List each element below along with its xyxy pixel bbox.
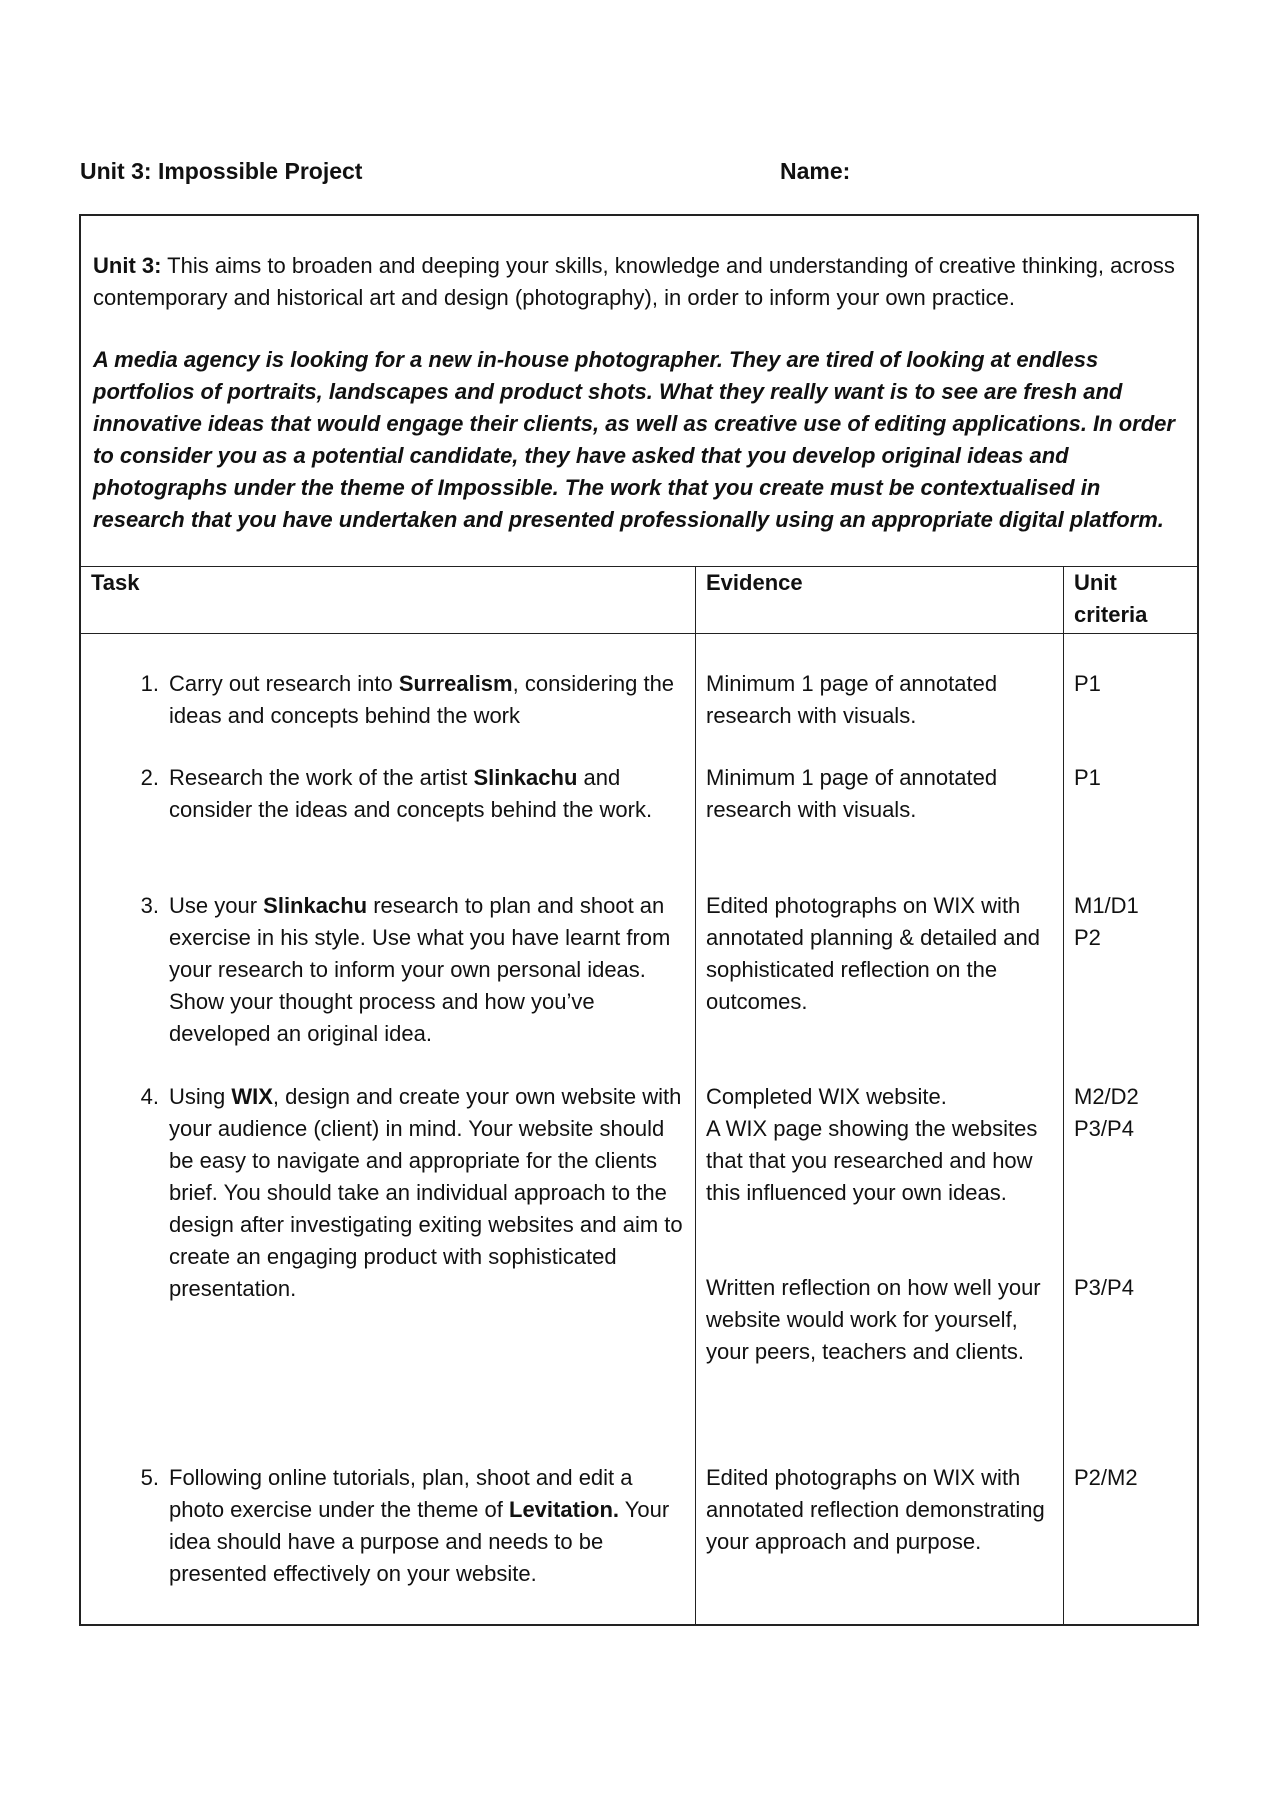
task-row-1 [81, 668, 695, 762]
criteria-5: P2/M2 [1074, 1465, 1138, 1490]
project-brief: A media agency is looking for a new in-house photographer. They are tired of looking at endless portfolios of portraits, landscapes and product shots. What they really want is to see are fresh and innovative ideas that would engage their clients, as well as creative use of editing applications. In order to consider you as a potential candidate, they have asked that you develop original ideas and photographs under the theme of Impossible. The work that you create must be contextualised in research that you have undertaken and presented professionally using an appropriate digital platform. [93, 347, 1175, 532]
evidence-4a: Completed WIX website. A WIX page showing the websites that that you researched and how this influenced your own ideas. [706, 1084, 1038, 1205]
task-row-2 [81, 762, 695, 890]
evidence-4b: Written reflection on how well your website would work for yourself, your peers, teachers and clients. [706, 1275, 1041, 1364]
evidence-column [696, 634, 1064, 1624]
intro-section [81, 216, 1197, 567]
table-header-row [81, 567, 1197, 634]
task-text: Using WIX, design and create your own website with your audience (client) in mind. Your website should be easy to navigate and appropriate for the clients brief. You should take an individual approach to the design after investigating exiting websites and aim to create an engaging product with sophisticated presentation. [169, 1084, 683, 1301]
task-text: Research the work of the artist Slinkachu and consider the ideas and concepts behind the work. [169, 765, 653, 822]
task-number: 3. [140, 893, 159, 918]
assignment-frame [79, 214, 1199, 1626]
criteria-3: M1/D1 P2 [1074, 893, 1139, 950]
criteria-1: P1 [1074, 671, 1101, 696]
name-label: Name: [780, 158, 851, 184]
criteria-4a: M2/D2 P3/P4 [1074, 1084, 1139, 1141]
intro-lead: Unit 3: [93, 253, 162, 278]
task-row-5 [81, 1462, 695, 1624]
intro-paragraph [93, 250, 1185, 314]
page-title: Unit 3: Impossible Project [80, 158, 363, 184]
evidence-2: Minimum 1 page of annotated research with visuals. [706, 765, 998, 822]
criteria-2: P1 [1074, 765, 1101, 790]
header-task: Task [81, 567, 696, 633]
evidence-4 [696, 1081, 1063, 1462]
header-evidence: Evidence [696, 567, 1064, 633]
task-text: Use your Slinkachu research to plan and shoot an exercise in his style. Use what you have learnt from your research to inform your own personal ideas. Show your thought process and how you’ve developed an original idea. [169, 893, 671, 1046]
task-row-4 [81, 1081, 695, 1462]
evidence-5: Edited photographs on WIX with annotated reflection demonstrating your approach and purpose. [706, 1465, 1045, 1554]
criteria-4b: P3/P4 [1074, 1275, 1134, 1300]
task-number: 2. [140, 765, 159, 790]
task-number: 1. [140, 671, 159, 696]
intro-text: This aims to broaden and deeping your skills, knowledge and understanding of creative thinking, across contemporary and historical art and design (photography), in order to inform your own practice. [93, 253, 1175, 310]
evidence-1: Minimum 1 page of annotated research with visuals. [706, 671, 998, 728]
header-criteria: Unit criteria [1074, 570, 1148, 627]
task-number: 4. [140, 1084, 159, 1109]
task-number: 5. [140, 1465, 159, 1490]
criteria-column [1064, 634, 1197, 1624]
task-text: Carry out research into Surrealism, considering the ideas and concepts behind the work [169, 671, 675, 728]
task-column [81, 634, 696, 1624]
page-header [80, 158, 1200, 188]
task-text: Following online tutorials, plan, shoot and edit a photo exercise under the theme of Levitation. Your idea should have a purpose and needs to be presented effectively on your website. [169, 1465, 670, 1586]
evidence-3: Edited photographs on WIX with annotated planning & detailed and sophisticated reflection on the outcomes. [706, 893, 1040, 1014]
criteria-4 [1064, 1081, 1197, 1462]
table-body [81, 634, 1197, 1624]
task-row-3 [81, 890, 695, 1081]
